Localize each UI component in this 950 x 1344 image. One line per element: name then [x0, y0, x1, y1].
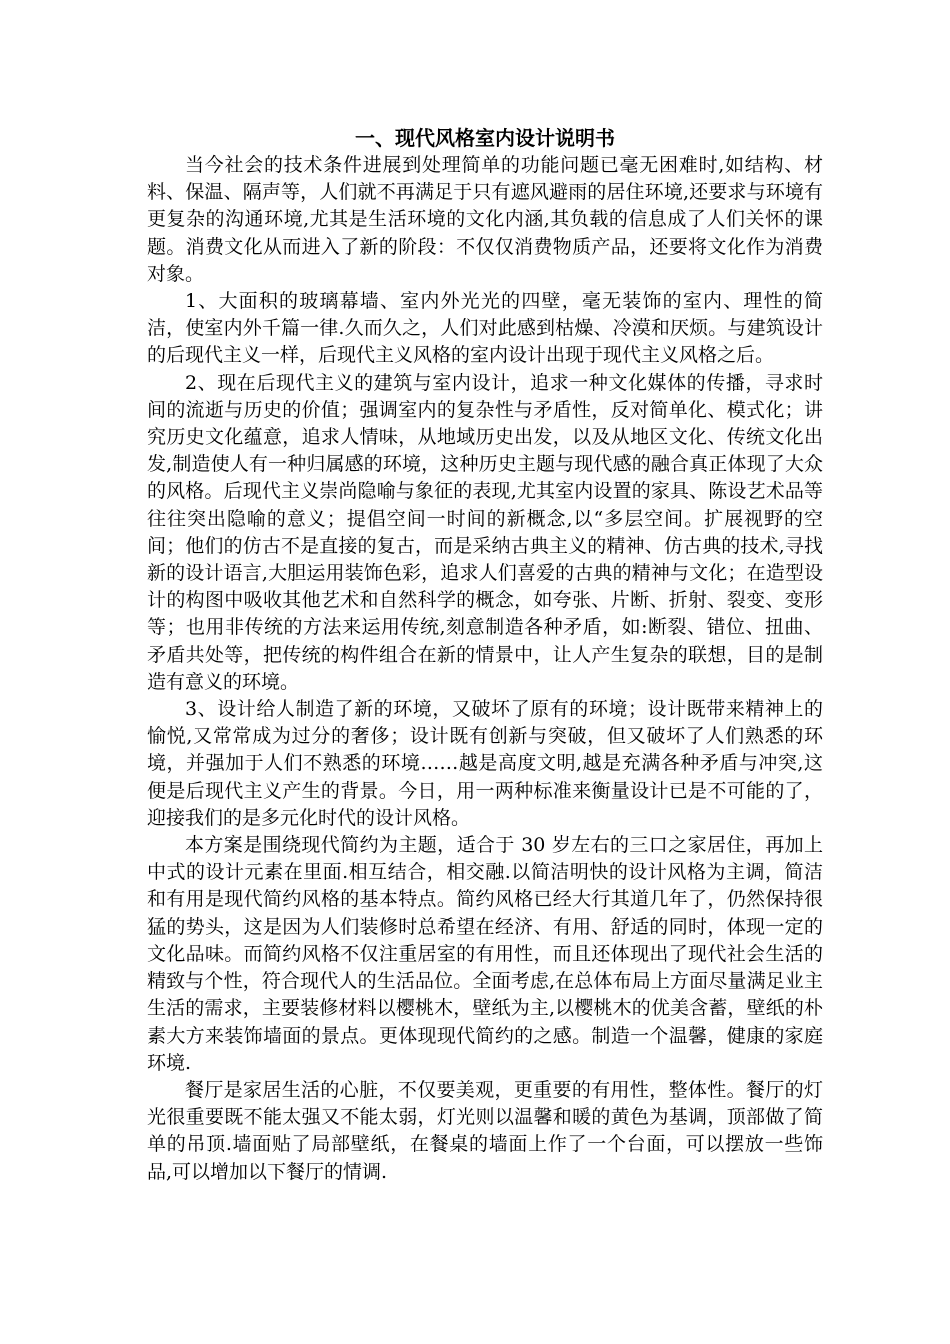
paragraph-point-3: 3、设计给人制造了新的环境，又破坏了原有的环境；设计既带来精神上的愉悦,又常常成为过分的奢侈；设计既有创新与突破，但又破坏了人们熟悉的环境，并强加于人们不熟悉的环境……越是高度文明,越是充满各种矛盾与冲突,这便是后现代主义产生的背景。今日，用一两种标准来衡量设计已是不可能的了，迎接我们的是多元化时代的设计风格。: [147, 698, 823, 829]
paragraph-dining-room: 餐厅是家居生活的心脏，不仅要美观，更重要的有用性，整体性。餐厅的灯光很重要既不能太强又不能太弱，灯光则以温馨和暖的黄色为基调，顶部做了简单的吊顶.墙面贴了局部壁纸，在餐桌的墙面上作了一个台面，可以摆放一些饰品,可以增加以下餐厅的情调.: [147, 1078, 823, 1183]
paragraph-intro: 当今社会的技术条件进展到处理简单的功能问题已毫无困难时,如结构、材料、保温、隔声等，人们就不再满足于只有遮风避雨的居住环境,还要求与环境有更复杂的沟通环境,尤其是生活环境的文化内涵,其负载的信息成了人们关怀的课题。消费文化从而进入了新的阶段：不仅仅消费物质产品，还要将文化作为消费对象。: [147, 154, 823, 285]
document-title: 一、现代风格室内设计说明书: [355, 126, 615, 150]
document-body: [147, 124, 823, 1186]
paragraph-point-1: 1、大面积的玻璃幕墙、室内外光光的四壁，毫无装饰的室内、理性的简洁，使室内外千篇一律.久而久之，人们对此感到枯燥、冷漠和厌烦。与建筑设计的后现代主义一样，后现代主义风格的室内设计出现于现代主义风格之后。: [147, 290, 823, 367]
paragraph-scheme: 本方案是围绕现代简约为主题，适合于 30 岁左右的三口之家居住，再加上中式的设计元素在里面.相互结合，相交融.以简洁明快的设计风格为主调，简洁和有用是现代简约风格的基本特点。简约风格已经大行其道几年了，仍然保持很猛的势头，这是因为人们装修时总希望在经济、有用、舒适的同时，体现一定的文化品味。而简约风格不仅注重居室的有用性，而且还体现出了现代社会生活的精致与个性，符合现代人的生活品位。全面考虑,在总体布局上方面尽量满足业主生活的需求，主要装修材料以樱桃木，壁纸为主,以樱桃木的优美含蓄，壁纸的朴素大方来装饰墙面的景点。更体现现代简约的之感。制造一个温馨，健康的家庭环境.: [147, 834, 823, 1074]
paragraph-point-2: 2、现在后现代主义的建筑与室内设计，追求一种文化媒体的传播，寻求时间的流逝与历史的价值；强调室内的复杂性与矛盾性，反对简单化、模式化；讲究历史文化蕴意，追求人情味，从地域历史出发，以及从地区文化、传统文化出发,制造使人有一种归属感的环境，这种历史主题与现代感的融合真正体现了大众的风格。后现代主义崇尚隐喻与象征的表现,尤其室内设置的家具、陈设艺术品等往往突出隐喻的意义；提倡空间一时间的新概念,以“多层空间。扩展视野的空间；他们的仿古不是直接的复古，而是采纳古典主义的精神、仿古典的技术,寻找新的设计语言,大胆运用装饰色彩，追求人们喜爱的古典的精神与文化；在造型设计的构图中吸收其他艺术和自然科学的概念，如夸张、片断、折射、裂变、变形等；也用非传统的方法来运用传统,刻意制造各种矛盾，如:断裂、错位、扭曲、矛盾共处等，把传统的构件组合在新的情景中，让人产生复杂的联想，目的是制造有意义的环境。: [147, 371, 823, 693]
